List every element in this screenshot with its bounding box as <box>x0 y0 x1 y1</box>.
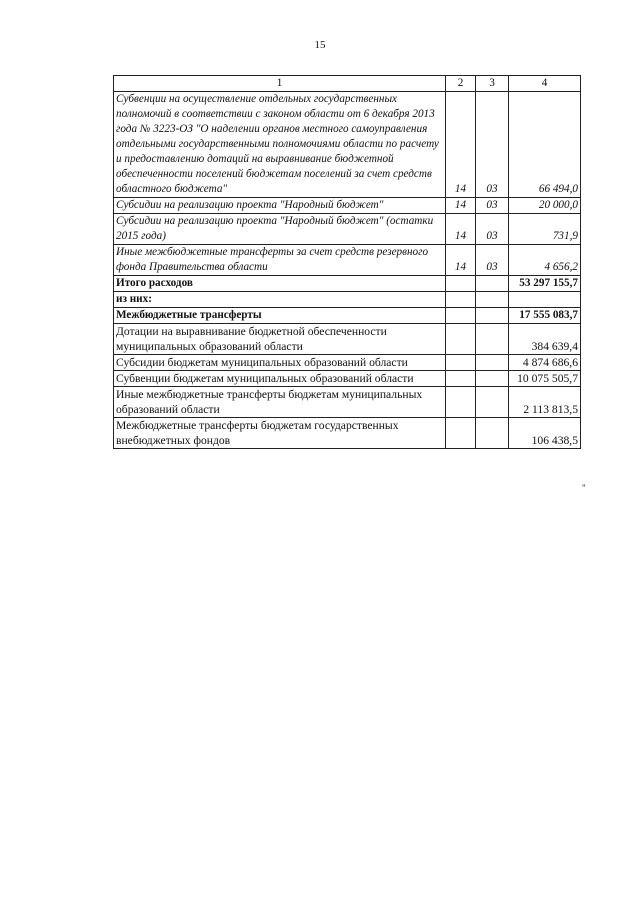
row-description: из них: <box>114 292 446 308</box>
table-row <box>114 198 581 214</box>
row-subsection-code <box>476 387 509 418</box>
row-section-code: 14 <box>446 92 476 198</box>
row-subsection-code: 03 <box>476 245 509 276</box>
row-amount: 4 656,2 <box>509 245 581 276</box>
row-amount: 17 555 083,7 <box>509 308 581 324</box>
table-row-total <box>114 276 581 292</box>
table-row <box>114 214 581 245</box>
table-row <box>114 418 581 449</box>
row-description: Субсидии бюджетам муниципальных образований области <box>114 355 446 371</box>
row-description: Иные межбюджетные трансферты бюджетам муниципальных образований области <box>114 387 446 418</box>
row-amount: 731,9 <box>509 214 581 245</box>
table-row <box>114 387 581 418</box>
row-section-code <box>446 292 476 308</box>
row-amount: 10 075 505,7 <box>509 371 581 387</box>
row-amount: 4 874 686,6 <box>509 355 581 371</box>
row-amount: 53 297 155,7 <box>509 276 581 292</box>
row-section-code: 14 <box>446 198 476 214</box>
row-description: Межбюджетные трансферты бюджетам государственных внебюджетных фондов <box>114 418 446 449</box>
row-amount: 66 494,0 <box>509 92 581 198</box>
table-row <box>114 308 581 324</box>
row-description: Итого расходов <box>114 276 446 292</box>
table-row <box>114 371 581 387</box>
row-section-code <box>446 276 476 292</box>
row-subsection-code <box>476 418 509 449</box>
closing-quote-mark: " <box>582 483 586 493</box>
row-section-code <box>446 418 476 449</box>
row-description: Субвенции бюджетам муниципальных образований области <box>114 371 446 387</box>
row-amount: 106 438,5 <box>509 418 581 449</box>
row-subsection-code: 03 <box>476 198 509 214</box>
row-subsection-code <box>476 276 509 292</box>
row-subsection-code <box>476 355 509 371</box>
row-subsection-code <box>476 324 509 355</box>
table-row <box>114 355 581 371</box>
row-description: Субсидии на реализацию проекта "Народный бюджет" <box>114 198 446 214</box>
row-amount: 20 000,0 <box>509 198 581 214</box>
table-row <box>114 292 581 308</box>
row-section-code: 14 <box>446 214 476 245</box>
row-amount <box>509 292 581 308</box>
header-col-4: 4 <box>509 76 581 92</box>
table-row <box>114 92 581 198</box>
row-description: Субвенции на осуществление отдельных государственных полномочий в соответствии с законом области от 6 декабря 2013 года № 3223-ОЗ "О наделении органов местного самоуправления отдельными государственными полномочиями области по расчету и предоставлению дотаций на выравнивание бюджетной обеспеченности поселений бюджетам поселений за счет средств областного бюджета" <box>114 92 446 198</box>
header-col-3: 3 <box>476 76 509 92</box>
row-section-code <box>446 355 476 371</box>
row-section-code <box>446 324 476 355</box>
row-subsection-code <box>476 371 509 387</box>
page-number: 15 <box>314 39 326 51</box>
header-col-1: 1 <box>114 76 446 92</box>
row-section-code <box>446 387 476 418</box>
row-amount: 2 113 813,5 <box>509 387 581 418</box>
table-row <box>114 245 581 276</box>
row-subsection-code: 03 <box>476 92 509 198</box>
row-subsection-code <box>476 308 509 324</box>
row-section-code <box>446 371 476 387</box>
row-subsection-code <box>476 292 509 308</box>
row-description: Межбюджетные трансферты <box>114 308 446 324</box>
row-amount: 384 639,4 <box>509 324 581 355</box>
row-section-code <box>446 308 476 324</box>
row-description: Иные межбюджетные трансферты за счет средств резервного фонда Правительства области <box>114 245 446 276</box>
budget-table <box>113 75 581 449</box>
row-description: Субсидии на реализацию проекта "Народный бюджет" (остатки 2015 года) <box>114 214 446 245</box>
header-col-2: 2 <box>446 76 476 92</box>
row-section-code: 14 <box>446 245 476 276</box>
row-subsection-code: 03 <box>476 214 509 245</box>
table-row <box>114 324 581 355</box>
table-header-row <box>114 76 581 92</box>
row-description: Дотации на выравнивание бюджетной обеспеченности муниципальных образований области <box>114 324 446 355</box>
